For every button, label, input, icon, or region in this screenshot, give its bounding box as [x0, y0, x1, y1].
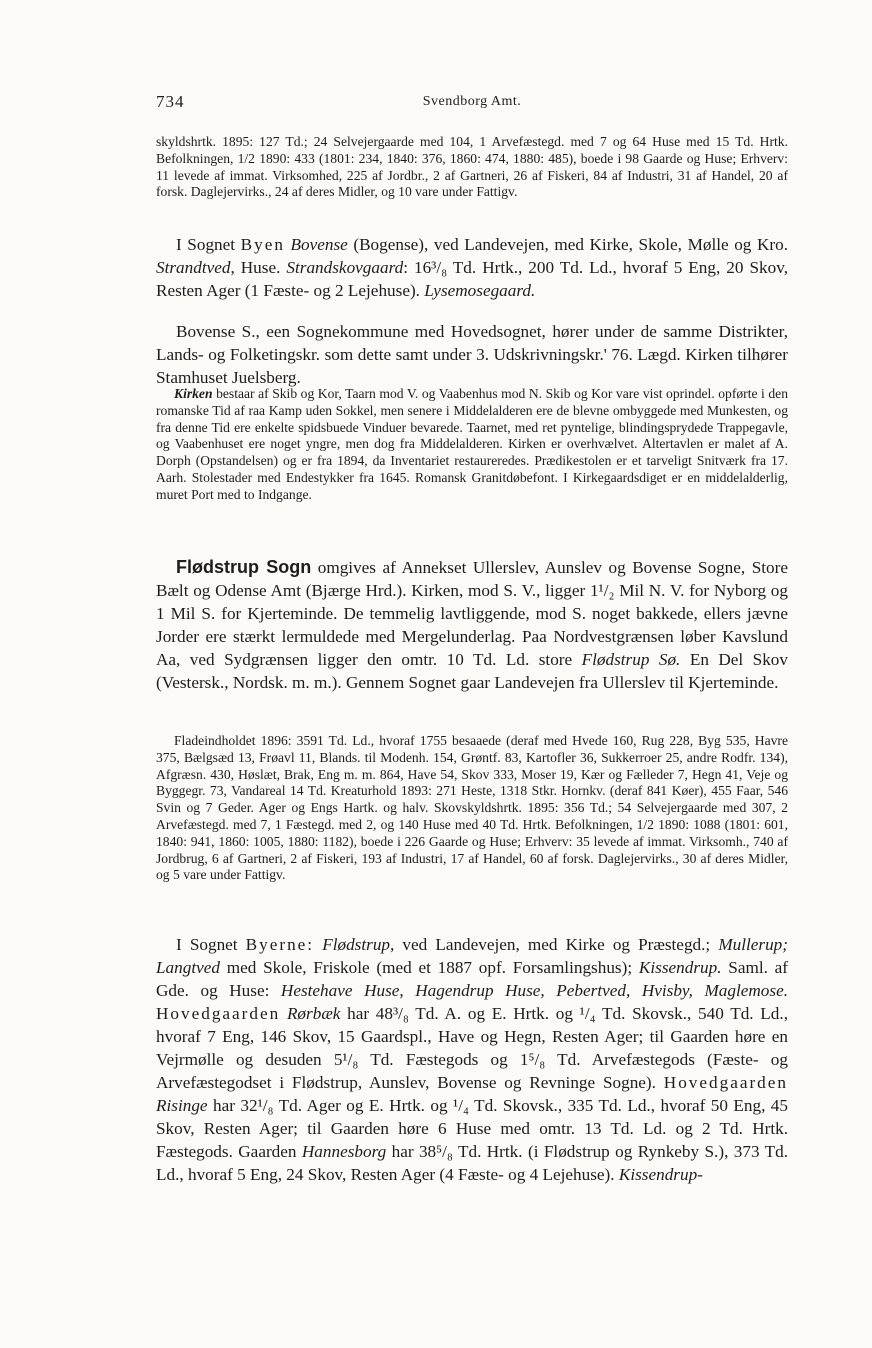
paragraph-church-description: Kirken bestaar af Skib og Kor, Taarn mod V. og Vaabenhus mod N. Skib og Kor vare vist oprindel. opførte i den romanske Tid af raa Kamp uden Sokkel, men senere i Middelalderen ere de blevne ombyggede med Munkesten, og fra denne Tid ere enkelte spidsbuede Vinduer bevarede. Taarnet, med ret pyntelige, blindingsprydede Trappegavle, og Vaabenhuset ere noget yngre, men dog fra Middelalderen. Kirken er overhvælvet. Altertavlen er malet af A. Dorph (Opstandelsen) og er fra 1894, da Inventariet restaureredes. Prædikestolen er et tarveligt Snitværk fra 17. Aarh. Stolestader med Endestykker fra 1645. Romansk Granitdøbefont. I Kirkegaardsdiget er en middelalderlig, muret Port med to Indgange. — [156, 386, 788, 502]
section-heading: Flødstrup Sogn — [176, 557, 312, 577]
paragraph-flodstrup-statistics: Fladeindholdet 1896: 3591 Td. Ld., hvoraf 1755 besaaede (deraf med Hvede 160, Rug 228, Byg 535, Havre 375, Bælgsæd 13, Frøavl 11, Blands. til Modenh. 154, Grøntf. 83, Kartofler 36, Sukkerroer 25, andre Rodfr. 134), Afgræsn. 430, Høslæt, Brak, Eng m. m. 864, Have 54, Skov 333, Moser 19, Kær og Fælleder 7, Hegn 41, Veje og Byggegr. 73, Vandareal 14 Td. Kreaturhold 1893: 271 Heste, 1318 Stkr. Hornkv. (deraf 841 Køer), 455 Faar, 546 Svin og 7 Geder. Ager og Engs Hartk. og halv. Skovskyldshrtk. 1895: 356 Td.; 54 Selvejergaarde med 307, 2 Arvefæstegd. med 7, 1 Fæstegd. med 2, og 140 Huse med 40 Td. Hrtk. Befolkningen, 1/2 1890: 1088 (1801: 601, 1840: 941, 1860: 1005, 1880: 1182), boede i 226 Gaarde og Huse; Erhverv: 35 levede af immat. Virksomh., 740 af Jordbrug, 6 af Gartneri, 2 af Fiskeri, 193 af Industri, 17 af Handel, 60 af forsk. Daglejervirks., 30 af deres Midler, og 5 vare under Fattigv. — [156, 733, 788, 883]
running-title: Svendborg Amt. — [422, 94, 522, 109]
page-number: 734 — [156, 92, 185, 111]
paragraph-bovense-parish: I Sognet Byen Bovense (Bogense), ved Landevejen, med Kirke, Skole, Mølle og Kro. Strandtved, Huse. Strandskovgaard: 16³/₈ Td. Hrtk., 200 Td. Ld., hvoraf 5 Eng, 20 Skov, Resten Ager (1 Fæste- og 2 Lejehuse). Lysemosegaard. — [156, 235, 789, 300]
paragraph-bovense-administration: Bovense S., een Sognekommune med Hovedsognet, hører under de samme Distrikter, Lands- og Folketingskr. som dette samt under 3. Udskrivningskr.' 76. Lægd. Kirken tilhører Stamhuset Juelsberg. — [156, 322, 788, 387]
paragraph-flodstrup-villages: I Sognet Byerne: Flødstrup, ved Landevejen, med Kirke og Præstegd.; Mullerup; Langtved med Skole, Friskole (med et 1887 opf. Forsamlingshus); Kissendrup. Saml. af Gde. og Huse: Hestehave Huse, Hagendrup Huse, Pebertved, Hvisby, Maglemose. Hovedgaarden Rørbæk har 48³/₈ Td. A. og E. Hrtk. og ¹/₄ Td. Skovsk., 540 Td. Ld., hvoraf 7 Eng, 146 Skov, 15 Gaardspl., Have og Hegn, Resten Ager; til Gaarden høre en Vejrmølle og desuden 5¹/₈ Td. Fæstegods og 1⁵/₈ Td. Arvefæstegods (Fæste- og Arvefæstegodset i Flødstrup, Aunslev, Bovense og Revninge Sogne). Hovedgaarden Risinge har 32¹/₈ Td. Ager og E. Hrtk. og ¹/₄ Td. Skovsk., 335 Td. Ld., hvoraf 50 Eng, 45 Skov, Resten Ager; til Gaarden høre 6 Huse med omtr. 13 Td. Ld. og 2 Td. Hrtk. Fæstegods. Gaarden Hannesborg har 38⁵/₈ Td. Hrtk. (i Flødstrup og Rynkeby S.), 373 Td. Ld., hvoraf 5 Eng, 24 Skov, Resten Ager (4 Fæste- og 4 Lejehuse). Kissendrup- — [156, 935, 789, 1184]
paragraph-bovense-statistics: skyldshrtk. 1895: 127 Td.; 24 Selvejergaarde med 104, 1 Arvefæstegd. med 7 og 64 Huse med 15 Td. Hrtk. Befolkningen, 1/2 1890: 433 (1801: 234, 1840: 376, 1860: 474, 1880: 485), boede i 98 Gaarde og Huse; Erhverv: 11 levede af immat. Virksomhed, 225 af Jordbr., 2 af Gartneri, 26 af Fiskeri, 84 af Industri, 31 af Handel, 20 af forsk. Daglejervirks., 24 af deres Midler, og 10 vare under Fattigv. — [156, 134, 788, 200]
page-header — [156, 92, 788, 116]
paragraph-flodstrup-sogn: Flødstrup Sogn omgives af Annekset Ullerslev, Aunslev og Bovense Sogne, Store Bælt og Odense Amt (Bjærge Hrd.). Kirken, mod S. V., ligger 1¹/₂ Mil N. V. for Nyborg og 1 Mil S. for Kjerteminde. De temmelig lavtliggende, mod S. noget bakkede, ellers jævne Jorder ere stærkt lermuldede med Mergelunderlag. Paa Nordvestgrænsen løber Kavslund Aa, ved Sydgrænsen ligger den omtr. 10 Td. Ld. store Flødstrup Sø. En Del Skov (Vestersk., Nordsk. m. m.). Gennem Sognet gaar Landevejen fra Ullerslev til Kjerteminde. — [156, 557, 788, 692]
